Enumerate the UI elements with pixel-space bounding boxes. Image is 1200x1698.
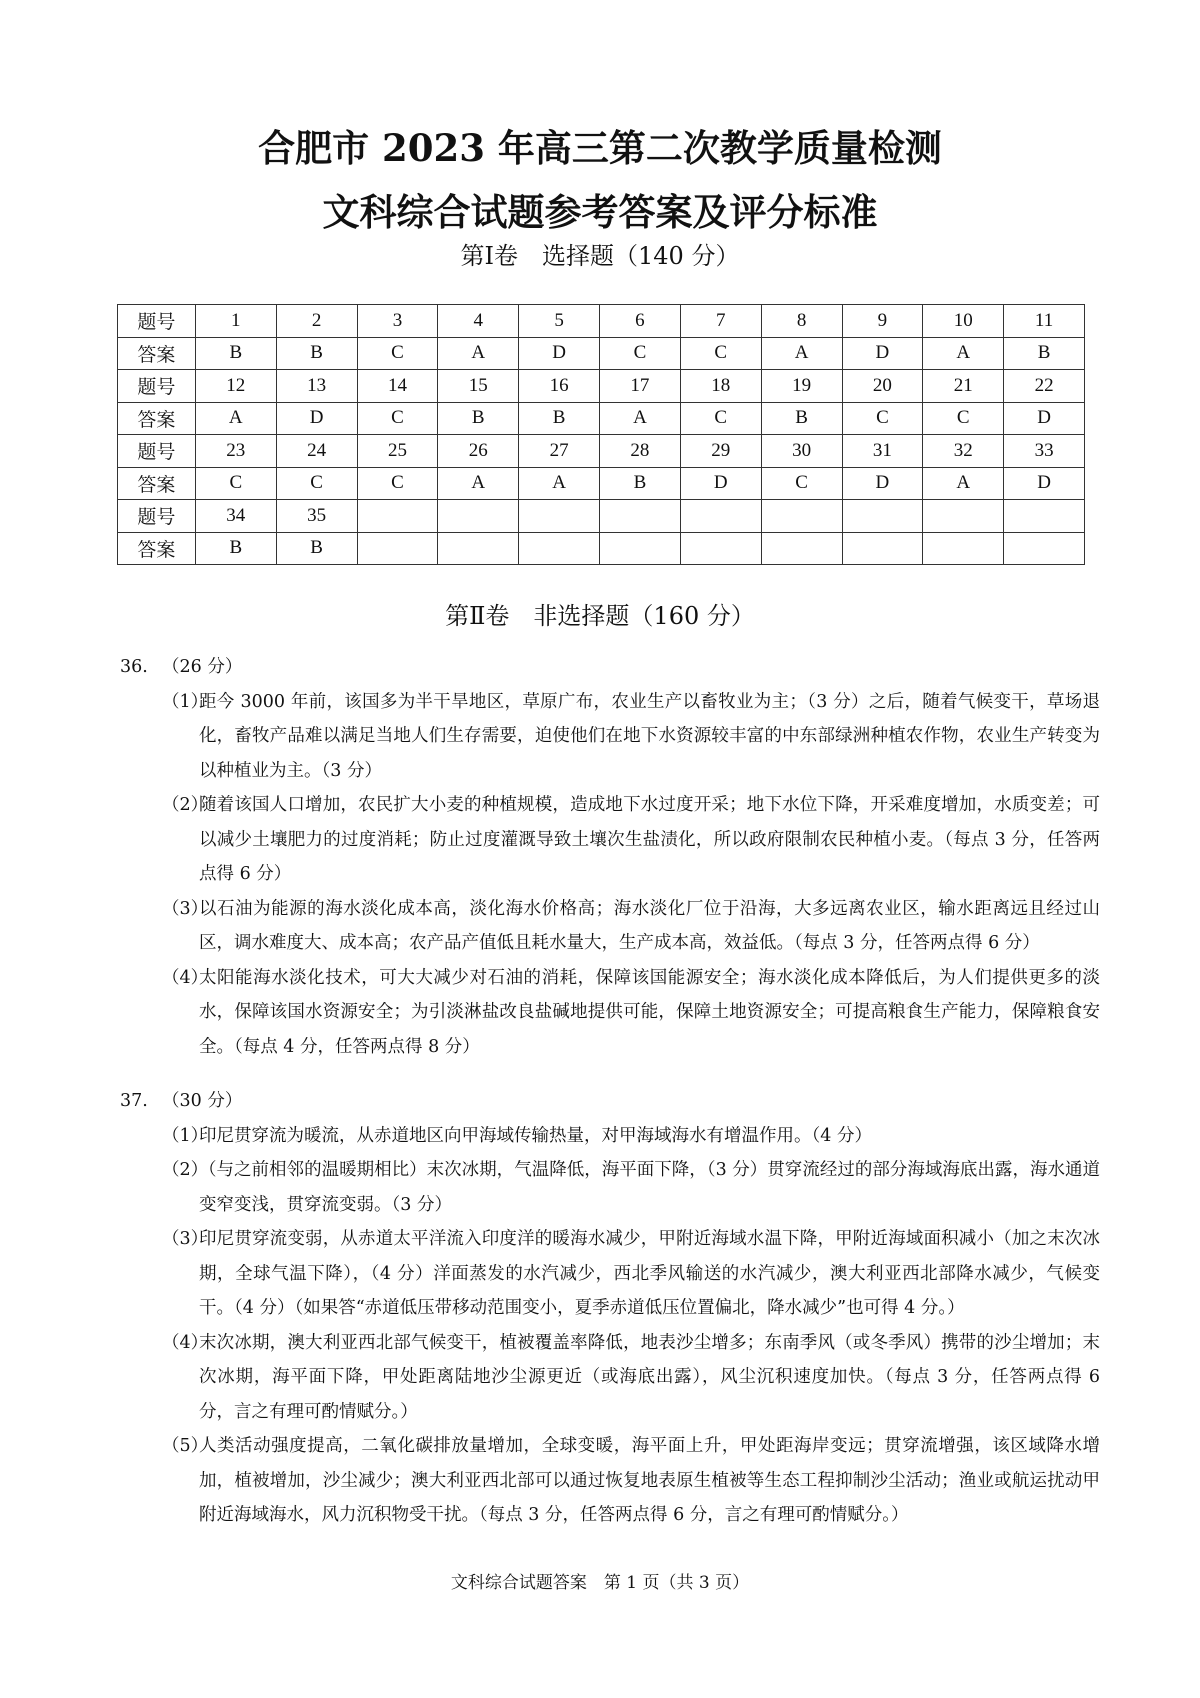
answer-cell: D xyxy=(1004,402,1085,435)
row-label-question: 题号 xyxy=(118,435,196,468)
row-label-question: 题号 xyxy=(118,500,196,533)
question-number-row xyxy=(118,435,1085,468)
answer-cell: B xyxy=(276,337,357,370)
question-number-cell xyxy=(438,500,519,533)
question-number-cell xyxy=(680,500,761,533)
item-label: （2） xyxy=(162,1160,209,1180)
answer-cell: C xyxy=(357,337,438,370)
question-number-cell: 16 xyxy=(519,370,600,403)
answer-cell: A xyxy=(438,467,519,500)
answer-cell xyxy=(438,532,519,565)
question-number-cell: 26 xyxy=(438,435,519,468)
answer-cell: D xyxy=(1004,467,1085,500)
answer-cell: A xyxy=(923,467,1004,500)
question-number-cell: 13 xyxy=(276,370,357,403)
question-number-cell: 18 xyxy=(680,370,761,403)
answer-cell: C xyxy=(357,467,438,500)
answer-key-table xyxy=(117,304,1085,565)
answer-cell: D xyxy=(519,337,600,370)
answer-cell: B xyxy=(195,532,276,565)
question-number-cell: 32 xyxy=(923,435,1004,468)
answer-cell: A xyxy=(519,467,600,500)
answer-item xyxy=(120,1153,1100,1222)
row-label-answer: 答案 xyxy=(118,467,196,500)
item-text: 印尼贯穿流为暖流，从赤道地区向甲海域传输热量，对甲海域海水有增温作用。（4 分） xyxy=(199,1125,872,1146)
question-number-cell: 9 xyxy=(842,305,923,338)
answer-cell xyxy=(923,532,1004,565)
answer-cell: C xyxy=(357,402,438,435)
item-label: （4） xyxy=(162,1332,209,1353)
answer-item xyxy=(120,1326,1100,1430)
document-subtitle: 文科综合试题参考答案及评分标准 xyxy=(322,190,878,234)
question-number-cell: 5 xyxy=(519,305,600,338)
answer-row xyxy=(118,467,1085,500)
answer-cell: B xyxy=(519,402,600,435)
item-label: （3） xyxy=(162,898,209,919)
question-number-cell: 6 xyxy=(600,305,681,338)
question-header xyxy=(120,650,1100,685)
item-label: （5） xyxy=(162,1436,209,1456)
answer-cell: C xyxy=(842,402,923,435)
question-number-cell xyxy=(1004,500,1085,533)
row-label-answer: 答案 xyxy=(118,337,196,370)
answer-cell: C xyxy=(761,467,842,500)
question-number-cell: 4 xyxy=(438,305,519,338)
row-label-answer: 答案 xyxy=(118,532,196,565)
question-number-cell xyxy=(842,500,923,533)
answer-cell xyxy=(842,532,923,565)
question-number-row xyxy=(118,305,1085,338)
item-label: （4） xyxy=(162,967,209,988)
answer-cell: B xyxy=(1004,337,1085,370)
answer-cell: D xyxy=(842,337,923,370)
item-label: （3） xyxy=(162,1229,209,1249)
row-label-answer: 答案 xyxy=(118,402,196,435)
answer-item xyxy=(120,788,1100,892)
item-text: 随着该国人口增加，农民扩大小麦的种植规模，造成地下水过度开采；地下水位下降，开采难度增加，水质变差；可以减少土壤肥力的过度消耗；防止过度灌溉导致土壤次生盐渍化，所以政府限制农民种植小麦。（每点 3 分，任答两点得 6 分） xyxy=(199,795,1100,884)
item-label: （1） xyxy=(162,691,209,712)
question-number-cell: 25 xyxy=(357,435,438,468)
answer-row xyxy=(118,402,1085,435)
question-number-cell: 27 xyxy=(519,435,600,468)
answer-cell xyxy=(357,532,438,565)
item-text: （与之前相邻的温暖期相比）末次冰期，气温降低，海平面下降，（3 分）贯穿流经过的部分海域海底出露，海水通道变窄变浅，贯穿流变弱。（3 分） xyxy=(199,1160,1100,1215)
answer-item xyxy=(120,1429,1100,1533)
item-text: 末次冰期，澳大利亚西北部气候变干，植被覆盖率降低，地表沙尘增多；东南季风（或冬季风）携带的沙尘增加；末次冰期，海平面下降，甲处距离陆地沙尘源更近（或海底出露），风尘沉积速度加快。（每点 3 分，任答两点得 6 分，言之有理可酌情赋分。） xyxy=(199,1332,1100,1422)
answer-cell: B xyxy=(438,402,519,435)
answer-cell: D xyxy=(842,467,923,500)
question-block xyxy=(120,1084,1100,1533)
answer-cell: D xyxy=(680,467,761,500)
question-number-cell: 22 xyxy=(1004,370,1085,403)
question-number-cell: 20 xyxy=(842,370,923,403)
question-number-cell: 35 xyxy=(276,500,357,533)
question-number-cell: 29 xyxy=(680,435,761,468)
question-number-cell: 33 xyxy=(1004,435,1085,468)
answer-cell xyxy=(519,532,600,565)
answer-item xyxy=(120,1119,1100,1154)
question-number-cell: 28 xyxy=(600,435,681,468)
question-number-cell xyxy=(923,500,1004,533)
question-number-row xyxy=(118,500,1085,533)
answer-cell: C xyxy=(680,402,761,435)
question-number-cell: 21 xyxy=(923,370,1004,403)
answer-row xyxy=(118,532,1085,565)
question-number-cell: 12 xyxy=(195,370,276,403)
question-number-cell: 19 xyxy=(761,370,842,403)
answer-cell: B xyxy=(195,337,276,370)
item-text: 以石油为能源的海水淡化成本高，淡化海水价格高；海水淡化厂位于沿海，大多远离农业区，输水距离远且经过山区，调水难度大、成本高；农产品产值低且耗水量大，生产成本高，效益低。（每点 3 分，任答两点得 6 分） xyxy=(199,898,1100,953)
answer-cell: A xyxy=(600,402,681,435)
answer-cell: C xyxy=(923,402,1004,435)
answer-item xyxy=(120,961,1100,1065)
answer-cell: A xyxy=(195,402,276,435)
question-number: 36. xyxy=(120,657,148,677)
answer-item xyxy=(120,685,1100,789)
question-number-cell: 23 xyxy=(195,435,276,468)
question-number-cell: 11 xyxy=(1004,305,1085,338)
part1-heading: 第Ⅰ卷 选择题（140 分） xyxy=(460,242,740,270)
answer-cell: B xyxy=(276,532,357,565)
answer-cell: C xyxy=(680,337,761,370)
question-number-cell: 15 xyxy=(438,370,519,403)
item-text: 印尼贯穿流变弱，从赤道太平洋流入印度洋的暖海水减少，甲附近海域水温下降，甲附近海域面积减小（加之末次冰期，全球气温下降），（4 分）洋面蒸发的水汽减少，西北季风输送的水汽减少，澳大利亚西北部降水减少，气候变干。（4 分）（如果答“赤道低压带移动范围变小，夏季赤道低压位置偏北，降水减少”也可得 4 分。） xyxy=(199,1229,1100,1318)
answer-cell: A xyxy=(923,337,1004,370)
question-header xyxy=(120,1084,1100,1119)
question-number-cell: 14 xyxy=(357,370,438,403)
part2-heading: 第Ⅱ卷 非选择题（160 分） xyxy=(445,602,755,630)
answer-cell: B xyxy=(761,402,842,435)
question-number-cell: 3 xyxy=(357,305,438,338)
answer-row xyxy=(118,337,1085,370)
answer-cell xyxy=(680,532,761,565)
answer-cell: A xyxy=(438,337,519,370)
question-number-cell: 1 xyxy=(195,305,276,338)
question-number-cell: 31 xyxy=(842,435,923,468)
question-number-cell xyxy=(600,500,681,533)
answer-cell: B xyxy=(600,467,681,500)
question-number-cell xyxy=(761,500,842,533)
item-text: 人类活动强度提高，二氧化碳排放量增加，全球变暖，海平面上升，甲处距海岸变远；贯穿流增强，该区域降水增加，植被增加，沙尘减少；澳大利亚西北部可以通过恢复地表原生植被等生态工程抑制沙尘活动；渔业或航运扰动甲附近海域海水，风力沉积物受干扰。（每点 3 分，任答两点得 6 分，言之有理可酌情赋分。） xyxy=(199,1436,1100,1525)
item-text: 距今 3000 年前，该国多为半干旱地区，草原广布，农业生产以畜牧业为主；（3 分）之后，随着气候变干，草场退化，畜牧产品难以满足当地人们生存需要，迫使他们在地下水资源较丰富的中东部绿洲种植农作物，农业生产转变为以种植业为主。（3 分） xyxy=(199,691,1100,781)
answer-cell xyxy=(600,532,681,565)
document-title: 合肥市 2023 年高三第二次教学质量检测 xyxy=(258,126,942,170)
answer-cell xyxy=(761,532,842,565)
row-label-question: 题号 xyxy=(118,370,196,403)
question-number: 37. xyxy=(120,1091,148,1111)
item-label: （1） xyxy=(162,1125,209,1146)
row-label-question: 题号 xyxy=(118,305,196,338)
question-number-cell: 8 xyxy=(761,305,842,338)
answer-cell: C xyxy=(600,337,681,370)
question-number-cell xyxy=(519,500,600,533)
item-text: 太阳能海水淡化技术，可大大减少对石油的消耗，保障该国能源安全；海水淡化成本降低后，为人们提供更多的淡水，保障该国水资源安全；为引淡淋盐改良盐碱地提供可能，保障土地资源安全；可提高粮食生产能力，保障粮食安全。（每点 4 分，任答两点得 8 分） xyxy=(199,967,1100,1057)
answer-cell: A xyxy=(761,337,842,370)
question-number-cell: 10 xyxy=(923,305,1004,338)
question-number-cell: 24 xyxy=(276,435,357,468)
part2-content xyxy=(120,650,1100,1533)
question-block xyxy=(120,650,1100,1064)
question-number-cell: 7 xyxy=(680,305,761,338)
question-score: （30 分） xyxy=(162,1091,243,1111)
answer-cell xyxy=(1004,532,1085,565)
answer-item xyxy=(120,1222,1100,1326)
page-footer: 文科综合试题答案 第 1 页（共 3 页） xyxy=(450,1573,750,1593)
answer-item xyxy=(120,892,1100,961)
question-number-cell: 2 xyxy=(276,305,357,338)
question-number-cell: 30 xyxy=(761,435,842,468)
question-number-row xyxy=(118,370,1085,403)
question-number-cell: 17 xyxy=(600,370,681,403)
item-label: （2） xyxy=(162,795,209,815)
answer-cell: C xyxy=(276,467,357,500)
answer-cell: D xyxy=(276,402,357,435)
answer-cell: C xyxy=(195,467,276,500)
question-number-cell: 34 xyxy=(195,500,276,533)
question-score: （26 分） xyxy=(162,657,243,677)
question-number-cell xyxy=(357,500,438,533)
